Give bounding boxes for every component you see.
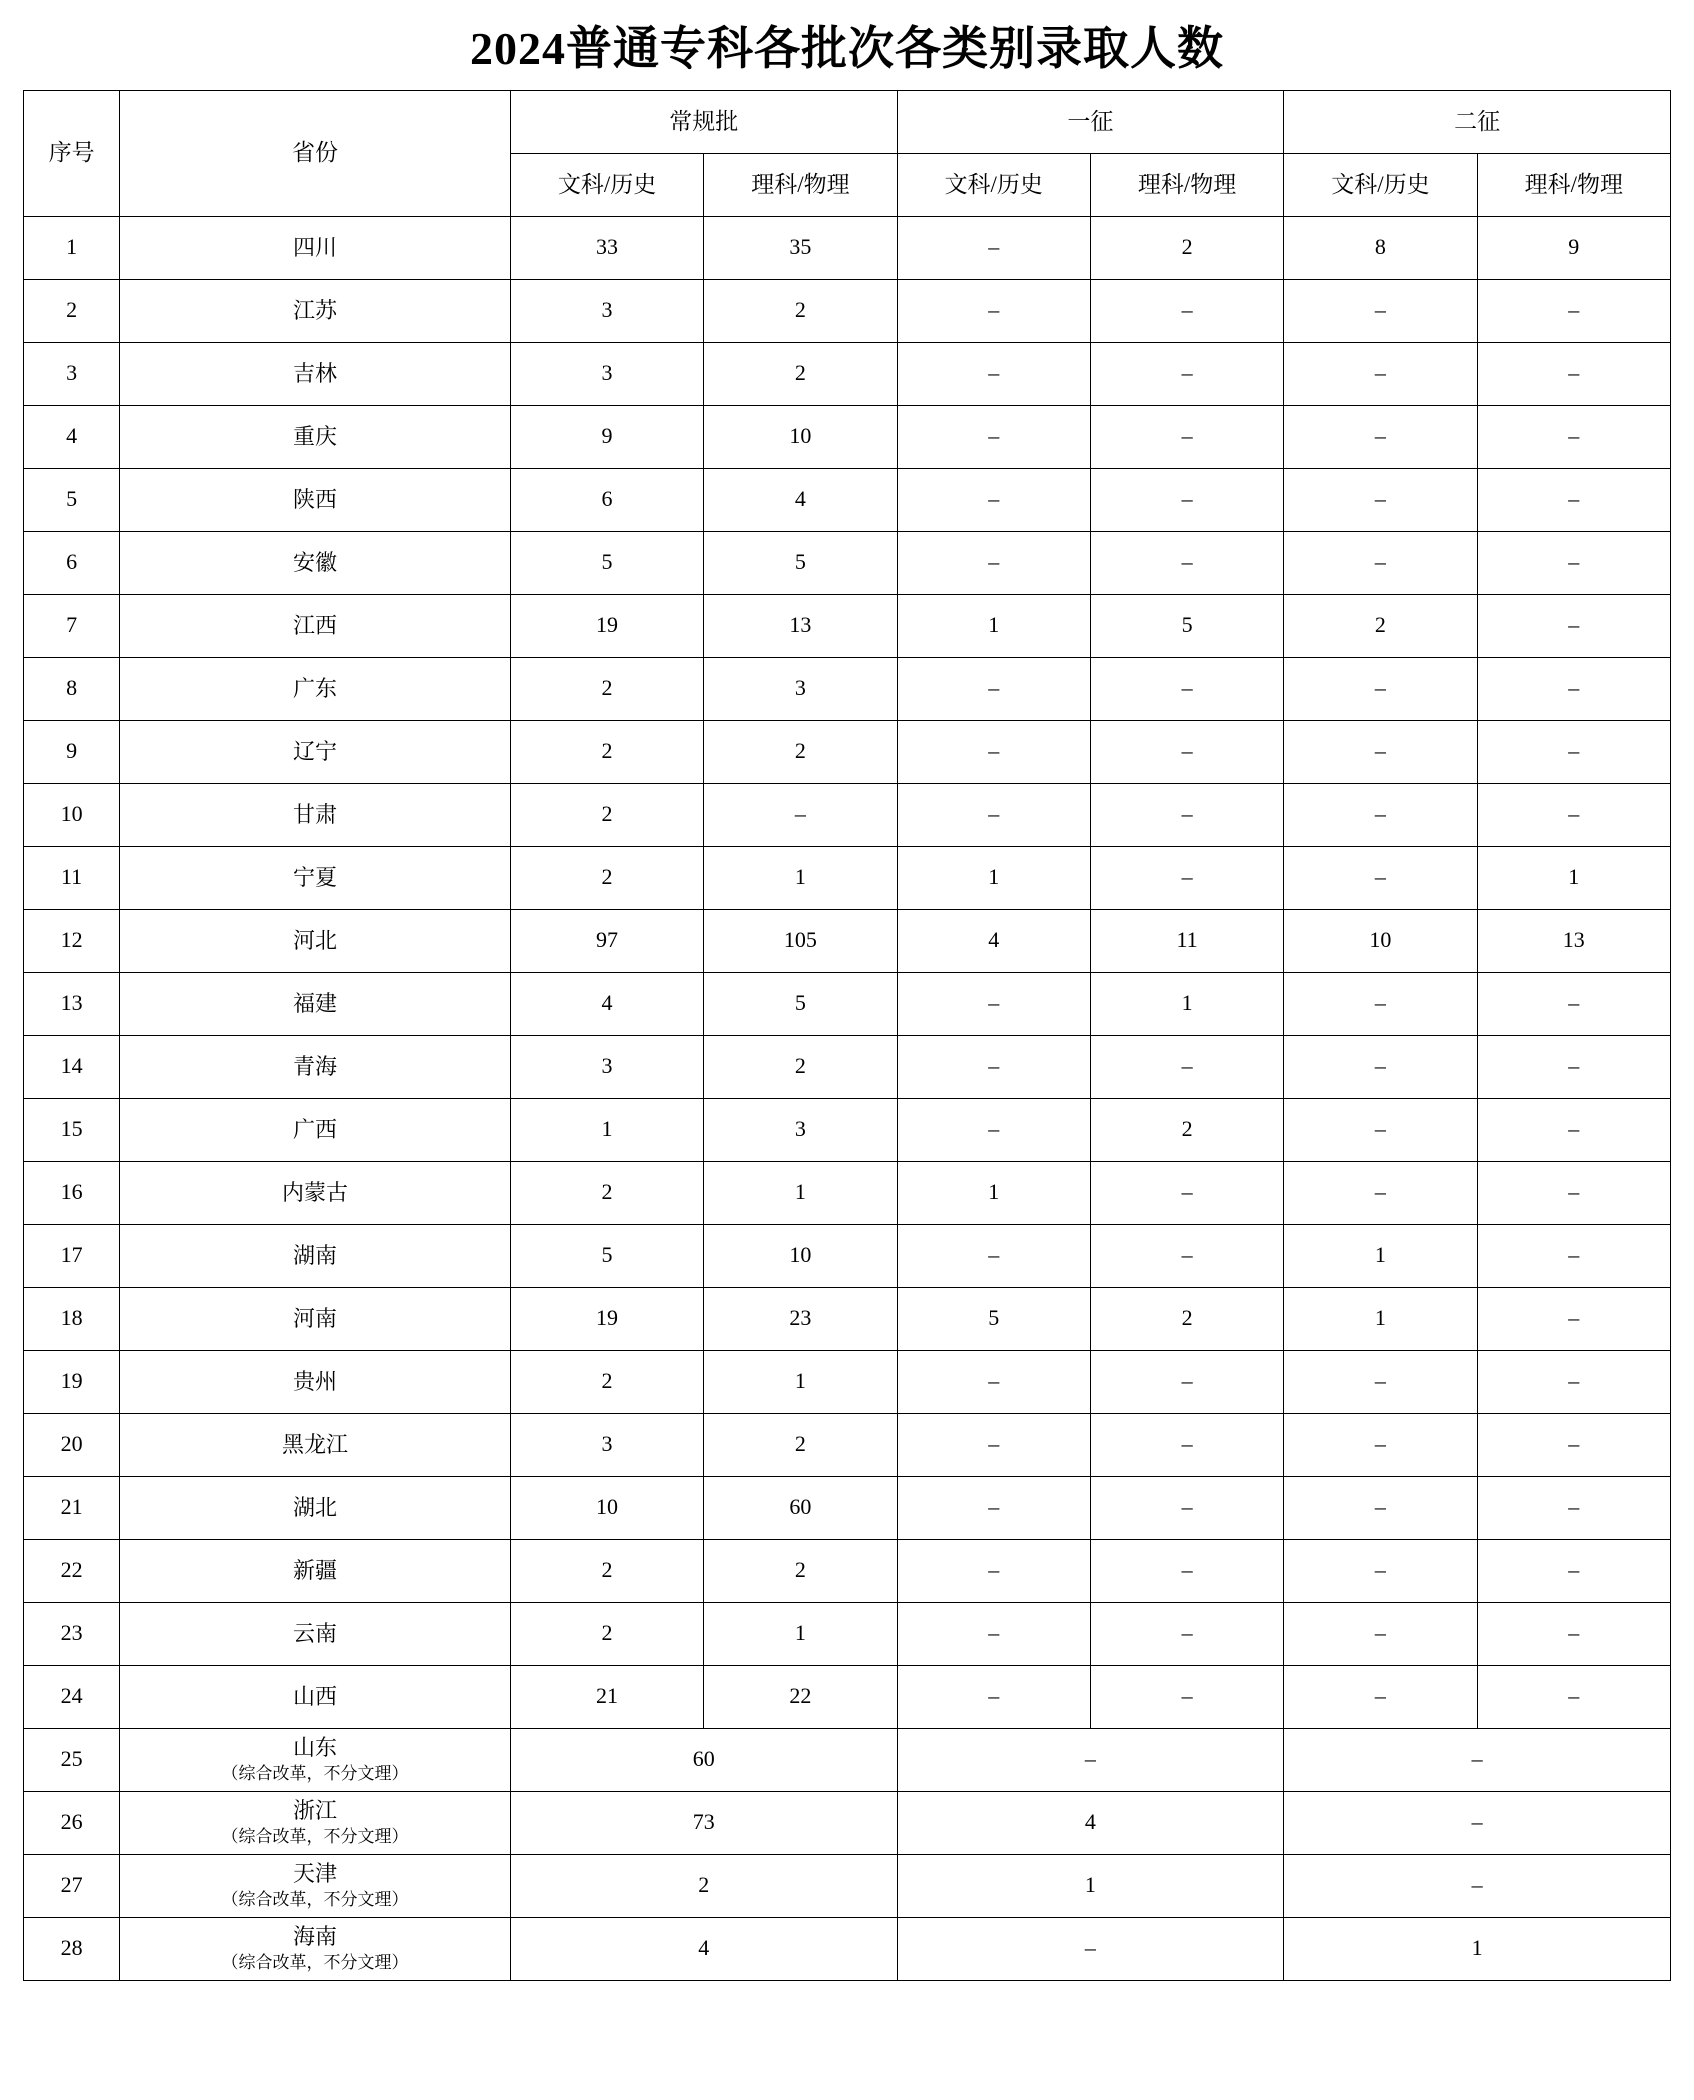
province-label: 安徽 (293, 549, 338, 575)
table-row (24, 594, 1671, 657)
province-label: 湖北 (293, 1494, 338, 1520)
province-label: 山西 (293, 1683, 338, 1709)
header-first-liberal: 文科/历史 (897, 153, 1090, 216)
data-cell: – (1477, 1350, 1670, 1413)
data-cell: 4 (704, 468, 897, 531)
data-cell: 1 (704, 1602, 897, 1665)
data-cell: 97 (510, 909, 703, 972)
data-cell: – (1284, 342, 1477, 405)
data-cell: – (1477, 1539, 1670, 1602)
row-index: 27 (24, 1854, 120, 1917)
data-cell: – (1477, 342, 1670, 405)
data-cell: – (897, 1476, 1090, 1539)
table-row-merged (24, 1854, 1671, 1917)
table-header-row-1 (24, 90, 1671, 153)
province-label: 辽宁 (293, 738, 338, 764)
province-label: 广东 (293, 675, 338, 701)
data-cell: – (1090, 531, 1283, 594)
province-label: 天津 (293, 1861, 338, 1887)
data-cell: – (1284, 783, 1477, 846)
data-cell: 4 (897, 909, 1090, 972)
province-label: 四川 (293, 234, 338, 260)
province-label: 河南 (293, 1305, 338, 1331)
province-name (120, 1728, 511, 1791)
header-second-liberal: 文科/历史 (1284, 153, 1477, 216)
province-name (120, 846, 511, 909)
data-cell: – (1284, 468, 1477, 531)
data-cell: – (704, 783, 897, 846)
province-label: 湖南 (293, 1242, 338, 1268)
data-cell: – (1090, 1035, 1283, 1098)
data-cell: 2 (510, 846, 703, 909)
data-cell: – (1477, 531, 1670, 594)
data-cell: – (1090, 468, 1283, 531)
data-cell: – (897, 279, 1090, 342)
row-index: 16 (24, 1161, 120, 1224)
data-cell: 19 (510, 1287, 703, 1350)
header-second-science: 理科/物理 (1477, 153, 1670, 216)
data-cell: 23 (704, 1287, 897, 1350)
province-label: 江西 (293, 612, 338, 638)
row-index: 26 (24, 1791, 120, 1854)
data-cell: 3 (510, 1413, 703, 1476)
data-cell: 2 (510, 783, 703, 846)
data-cell: – (897, 216, 1090, 279)
province-label: 广西 (293, 1116, 338, 1142)
data-cell: 10 (704, 405, 897, 468)
data-cell: – (1477, 1035, 1670, 1098)
province-name (120, 1224, 511, 1287)
province-name (120, 720, 511, 783)
row-index: 10 (24, 783, 120, 846)
table-body (24, 216, 1671, 1980)
data-cell: – (1090, 1413, 1283, 1476)
data-cell: 2 (510, 657, 703, 720)
data-cell: – (897, 468, 1090, 531)
data-cell: 2 (510, 1161, 703, 1224)
province-name (120, 1476, 511, 1539)
data-cell: – (1477, 1476, 1670, 1539)
row-index: 24 (24, 1665, 120, 1728)
data-cell-merged: 4 (897, 1791, 1284, 1854)
row-index: 14 (24, 1035, 120, 1098)
data-cell: 4 (510, 972, 703, 1035)
table-row-merged (24, 1728, 1671, 1791)
header-group-second-call: 二征 (1284, 90, 1671, 153)
data-cell: – (1284, 1161, 1477, 1224)
province-name (120, 1917, 511, 1980)
data-cell: – (1090, 279, 1283, 342)
data-cell: 1 (704, 846, 897, 909)
table-row (24, 1665, 1671, 1728)
row-index: 21 (24, 1476, 120, 1539)
data-cell: – (1477, 720, 1670, 783)
data-cell: – (1090, 720, 1283, 783)
data-cell: – (1284, 279, 1477, 342)
data-cell: 1 (510, 1098, 703, 1161)
data-cell: – (1284, 1539, 1477, 1602)
data-cell: – (1090, 342, 1283, 405)
data-cell: – (897, 657, 1090, 720)
table-row (24, 1413, 1671, 1476)
header-province: 省份 (120, 90, 511, 216)
province-name (120, 594, 511, 657)
row-index: 2 (24, 279, 120, 342)
data-cell: – (897, 405, 1090, 468)
province-label: 黑龙江 (282, 1431, 349, 1457)
data-cell: – (1284, 1665, 1477, 1728)
data-cell: – (1477, 1161, 1670, 1224)
data-cell: 35 (704, 216, 897, 279)
data-cell-merged: – (1284, 1728, 1671, 1791)
data-cell: 3 (510, 1035, 703, 1098)
province-name (120, 783, 511, 846)
data-cell: 2 (1090, 216, 1283, 279)
province-name (120, 909, 511, 972)
table-header (24, 90, 1671, 216)
province-name (120, 1350, 511, 1413)
row-index: 1 (24, 216, 120, 279)
data-cell: – (1090, 1476, 1283, 1539)
province-label: 贵州 (293, 1368, 338, 1394)
province-name (120, 972, 511, 1035)
data-cell: – (1284, 657, 1477, 720)
table-row (24, 1350, 1671, 1413)
data-cell: – (1090, 405, 1283, 468)
table-row (24, 1035, 1671, 1098)
header-no: 序号 (24, 90, 120, 216)
row-index: 15 (24, 1098, 120, 1161)
row-index: 5 (24, 468, 120, 531)
province-label: 陕西 (293, 486, 338, 512)
data-cell: 2 (1284, 594, 1477, 657)
data-cell: – (1090, 1350, 1283, 1413)
row-index: 11 (24, 846, 120, 909)
data-cell: 3 (510, 342, 703, 405)
header-regular-science: 理科/物理 (704, 153, 897, 216)
row-index: 8 (24, 657, 120, 720)
data-cell: – (897, 1224, 1090, 1287)
table-row (24, 1539, 1671, 1602)
province-name (120, 1161, 511, 1224)
data-cell: – (897, 1350, 1090, 1413)
table-row (24, 342, 1671, 405)
data-cell: 2 (510, 1539, 703, 1602)
province-name (120, 531, 511, 594)
row-index: 4 (24, 405, 120, 468)
data-cell: – (1477, 1224, 1670, 1287)
province-label: 甘肃 (293, 801, 338, 827)
data-cell: – (1477, 783, 1670, 846)
data-cell: – (897, 1098, 1090, 1161)
data-cell: 1 (1477, 846, 1670, 909)
table-row-merged (24, 1917, 1671, 1980)
data-cell: 1 (1284, 1287, 1477, 1350)
row-index: 20 (24, 1413, 120, 1476)
province-label: 云南 (293, 1620, 338, 1646)
province-label: 新疆 (293, 1557, 338, 1583)
table-row (24, 1476, 1671, 1539)
data-cell: 2 (1090, 1098, 1283, 1161)
row-index: 3 (24, 342, 120, 405)
data-cell: 11 (1090, 909, 1283, 972)
province-name (120, 405, 511, 468)
province-name (120, 468, 511, 531)
data-cell: – (1284, 1602, 1477, 1665)
data-cell: 22 (704, 1665, 897, 1728)
table-row (24, 783, 1671, 846)
data-cell: 5 (704, 531, 897, 594)
province-name (120, 216, 511, 279)
data-cell: – (1477, 1287, 1670, 1350)
data-cell: – (897, 1665, 1090, 1728)
data-cell: 105 (704, 909, 897, 972)
data-cell: – (1090, 1539, 1283, 1602)
table-row (24, 1224, 1671, 1287)
table-row (24, 1098, 1671, 1161)
province-name (120, 342, 511, 405)
data-cell: 5 (510, 531, 703, 594)
data-cell: – (1477, 279, 1670, 342)
data-cell: – (1090, 783, 1283, 846)
data-cell-merged: 2 (510, 1854, 897, 1917)
data-cell-merged: 1 (1284, 1917, 1671, 1980)
data-cell-merged: 73 (510, 1791, 897, 1854)
province-name (120, 1791, 511, 1854)
province-note: （综合改革，不分文理） (221, 1889, 409, 1909)
province-label: 宁夏 (293, 864, 338, 890)
data-cell: – (1477, 405, 1670, 468)
data-cell: 2 (704, 1539, 897, 1602)
data-cell: – (897, 972, 1090, 1035)
data-cell: 2 (704, 1035, 897, 1098)
province-note: （综合改革，不分文理） (221, 1952, 409, 1972)
data-cell: 5 (1090, 594, 1283, 657)
province-label: 浙江 (293, 1798, 338, 1824)
data-cell: 60 (704, 1476, 897, 1539)
data-cell: 2 (510, 1350, 703, 1413)
data-cell: 33 (510, 216, 703, 279)
row-index: 6 (24, 531, 120, 594)
data-cell: 5 (704, 972, 897, 1035)
data-cell: – (1284, 846, 1477, 909)
header-first-science: 理科/物理 (1090, 153, 1283, 216)
data-cell: – (1090, 846, 1283, 909)
table-row (24, 405, 1671, 468)
data-cell: – (1477, 594, 1670, 657)
province-note: （综合改革，不分文理） (221, 1826, 409, 1846)
table-row (24, 1161, 1671, 1224)
table-row (24, 1602, 1671, 1665)
data-cell: 2 (510, 720, 703, 783)
province-label: 青海 (293, 1053, 338, 1079)
table-row (24, 909, 1671, 972)
data-cell: – (897, 783, 1090, 846)
row-index: 22 (24, 1539, 120, 1602)
header-group-regular: 常规批 (510, 90, 897, 153)
data-cell-merged: – (897, 1728, 1284, 1791)
data-cell: – (1477, 972, 1670, 1035)
admissions-table (23, 90, 1671, 1981)
row-index: 17 (24, 1224, 120, 1287)
row-index: 19 (24, 1350, 120, 1413)
data-cell: 1 (704, 1350, 897, 1413)
data-cell: – (1284, 531, 1477, 594)
header-regular-liberal: 文科/历史 (510, 153, 703, 216)
data-cell: – (1284, 1035, 1477, 1098)
data-cell: 13 (1477, 909, 1670, 972)
data-cell: 5 (510, 1224, 703, 1287)
data-cell-merged: 1 (897, 1854, 1284, 1917)
table-row (24, 279, 1671, 342)
data-cell-merged: – (1284, 1854, 1671, 1917)
table-row-merged (24, 1791, 1671, 1854)
data-cell: – (1284, 405, 1477, 468)
data-cell: – (897, 1413, 1090, 1476)
data-cell: 21 (510, 1665, 703, 1728)
data-cell: 2 (1090, 1287, 1283, 1350)
data-cell: 8 (1284, 216, 1477, 279)
data-cell: – (1284, 1476, 1477, 1539)
row-index: 23 (24, 1602, 120, 1665)
data-cell: 10 (1284, 909, 1477, 972)
data-cell: – (897, 342, 1090, 405)
data-cell: 1 (897, 1161, 1090, 1224)
row-index: 28 (24, 1917, 120, 1980)
data-cell: – (1284, 720, 1477, 783)
data-cell: – (1284, 1413, 1477, 1476)
data-cell: – (897, 1539, 1090, 1602)
data-cell-merged: – (897, 1917, 1284, 1980)
data-cell: 10 (704, 1224, 897, 1287)
data-cell: 9 (1477, 216, 1670, 279)
data-cell: – (1477, 657, 1670, 720)
data-cell: 1 (897, 846, 1090, 909)
province-label: 吉林 (293, 360, 338, 386)
data-cell: 3 (704, 1098, 897, 1161)
data-cell: – (1477, 1413, 1670, 1476)
data-cell: 6 (510, 468, 703, 531)
data-cell: – (897, 1035, 1090, 1098)
data-cell: – (1284, 1098, 1477, 1161)
data-cell: – (1284, 972, 1477, 1035)
province-label: 福建 (293, 990, 338, 1016)
data-cell: – (1090, 1665, 1283, 1728)
data-cell: 1 (1090, 972, 1283, 1035)
province-label: 海南 (293, 1924, 338, 1950)
header-group-first-call: 一征 (897, 90, 1284, 153)
data-cell: – (897, 531, 1090, 594)
data-cell: – (1477, 1665, 1670, 1728)
data-cell: 19 (510, 594, 703, 657)
table-row (24, 657, 1671, 720)
data-cell: – (897, 720, 1090, 783)
data-cell: 2 (704, 342, 897, 405)
data-cell: – (1090, 1602, 1283, 1665)
data-cell: 2 (510, 1602, 703, 1665)
data-cell: 10 (510, 1476, 703, 1539)
data-cell-merged: 60 (510, 1728, 897, 1791)
data-cell: – (1090, 1161, 1283, 1224)
table-row (24, 1287, 1671, 1350)
table-row (24, 846, 1671, 909)
table-row (24, 972, 1671, 1035)
province-note: （综合改革，不分文理） (221, 1763, 409, 1783)
province-label: 内蒙古 (282, 1179, 349, 1205)
table-row (24, 720, 1671, 783)
row-index: 12 (24, 909, 120, 972)
table-row (24, 531, 1671, 594)
data-cell: 9 (510, 405, 703, 468)
data-cell: 1 (1284, 1224, 1477, 1287)
data-cell-merged: – (1284, 1791, 1671, 1854)
province-name (120, 1602, 511, 1665)
province-label: 江苏 (293, 297, 338, 323)
province-name (120, 1035, 511, 1098)
province-name (120, 1854, 511, 1917)
data-cell: 13 (704, 594, 897, 657)
province-name (120, 1413, 511, 1476)
data-cell: 3 (704, 657, 897, 720)
province-name (120, 657, 511, 720)
province-name (120, 1539, 511, 1602)
data-cell: – (1090, 657, 1283, 720)
province-name (120, 1665, 511, 1728)
province-name (120, 1287, 511, 1350)
data-cell: 1 (704, 1161, 897, 1224)
data-cell: 5 (897, 1287, 1090, 1350)
data-cell: – (1477, 1098, 1670, 1161)
data-cell-merged: 4 (510, 1917, 897, 1980)
province-label: 河北 (293, 927, 338, 953)
table-row (24, 468, 1671, 531)
row-index: 18 (24, 1287, 120, 1350)
data-cell: 2 (704, 720, 897, 783)
data-cell: 1 (897, 594, 1090, 657)
row-index: 9 (24, 720, 120, 783)
row-index: 13 (24, 972, 120, 1035)
row-index: 7 (24, 594, 120, 657)
row-index: 25 (24, 1728, 120, 1791)
data-cell: – (897, 1602, 1090, 1665)
data-cell: – (1284, 1350, 1477, 1413)
table-row (24, 216, 1671, 279)
data-cell: 2 (704, 1413, 897, 1476)
data-cell: – (1477, 1602, 1670, 1665)
province-name (120, 1098, 511, 1161)
data-cell: 2 (704, 279, 897, 342)
province-label: 山东 (293, 1735, 338, 1761)
data-cell: – (1477, 468, 1670, 531)
page-title: 2024普通专科各批次各类别录取人数 (470, 23, 1224, 74)
data-cell: – (1090, 1224, 1283, 1287)
province-name (120, 279, 511, 342)
data-cell: 3 (510, 279, 703, 342)
province-label: 重庆 (293, 423, 338, 449)
